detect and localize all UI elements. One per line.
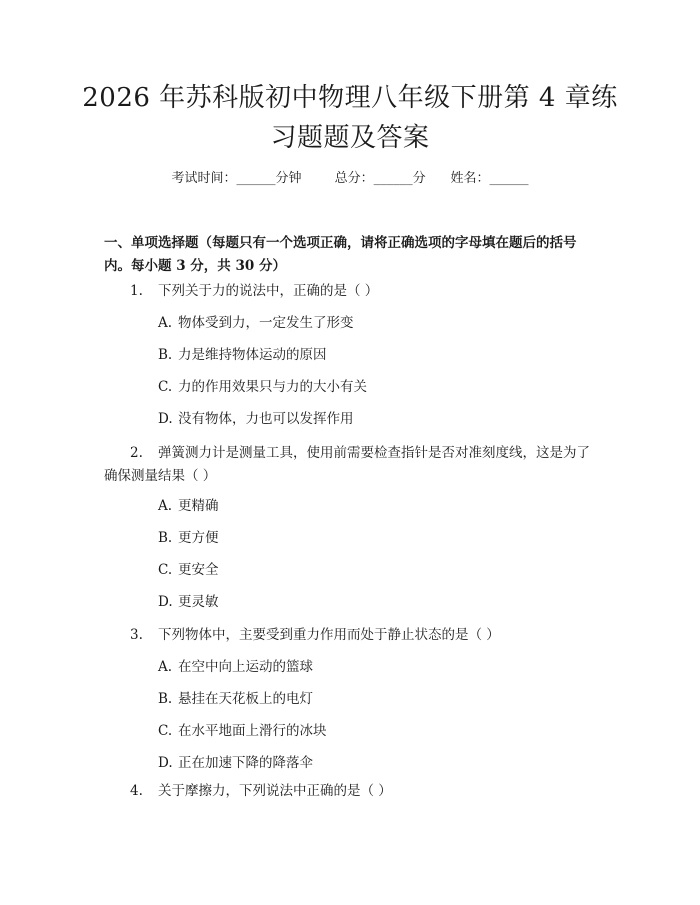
question-1-option-a [158, 314, 354, 332]
option-text: 力是维持物体运动的原因 [178, 347, 327, 363]
question-number: 1. [130, 283, 143, 299]
question-2-option-c [158, 561, 219, 579]
option-text: 更精确 [178, 498, 219, 514]
question-text: 关于摩擦力，下列说法中正确的是（ ） [158, 783, 392, 799]
option-text: 物体受到力，一定发生了形变 [178, 315, 354, 331]
question-2-option-d [158, 593, 219, 611]
total-score-label: 总分：______分 [334, 171, 426, 186]
question-1 [104, 280, 604, 303]
option-text: 在空中向上运动的篮球 [178, 659, 313, 675]
option-text: 更灵敏 [178, 594, 219, 610]
option-letter: D. [158, 411, 173, 427]
option-letter: C. [158, 379, 173, 395]
option-letter: C. [158, 562, 173, 578]
question-3-option-b [158, 690, 313, 708]
question-1-option-c [158, 378, 367, 396]
option-letter: C. [158, 723, 173, 739]
question-3-option-a [158, 658, 313, 676]
option-letter: D. [158, 755, 173, 771]
question-text: 下列关于力的说法中，正确的是（ ） [158, 283, 379, 299]
title-line-2: 习题题及答案 [270, 123, 430, 153]
exam-meta [0, 170, 700, 188]
option-text: 正在加速下降的降落伞 [178, 755, 313, 771]
question-2-option-b [158, 529, 219, 547]
question-3-option-c [158, 722, 327, 740]
option-text: 悬挂在天花板上的电灯 [178, 691, 313, 707]
option-text: 更安全 [178, 562, 219, 578]
option-letter: A. [158, 315, 173, 331]
option-letter: A. [158, 659, 173, 675]
question-3 [104, 624, 604, 647]
option-letter: B. [158, 347, 173, 363]
section-heading-line-1: 一、单项选择题（每题只有一个选项正确，请将正确选项的字母填在题后的括号 [104, 235, 577, 251]
question-1-option-d [158, 410, 354, 428]
question-text: 下列物体中，主要受到重力作用而处于静止状态的是（ ） [158, 627, 500, 643]
option-letter: A. [158, 498, 173, 514]
title-line-1: 2026 年苏科版初中物理八年级下册第 4 章练 [82, 83, 618, 113]
name-label: 姓名：______ [450, 171, 529, 186]
question-number: 3. [130, 627, 143, 643]
option-text: 在水平地面上滑行的冰块 [178, 723, 327, 739]
section-heading-line-2: 内。每小题 3 分，共 30 分） [104, 258, 286, 274]
question-1-option-b [158, 346, 327, 364]
option-letter: B. [158, 691, 173, 707]
option-letter: D. [158, 594, 173, 610]
option-text: 没有物体，力也可以发挥作用 [178, 411, 354, 427]
option-text: 更方便 [178, 530, 219, 546]
question-text-line-2: 确保测量结果（ ） [104, 468, 217, 484]
section-heading [104, 232, 604, 278]
question-2 [104, 442, 604, 488]
question-number: 2. [130, 445, 143, 461]
question-3-option-d [158, 754, 313, 772]
question-4 [104, 780, 604, 803]
question-2-option-a [158, 497, 219, 515]
option-letter: B. [158, 530, 173, 546]
option-text: 力的作用效果只与力的大小有关 [178, 379, 367, 395]
document-title [0, 78, 700, 158]
question-text-line-1: 弹簧测力计是测量工具，使用前需要检查指针是否对准刻度线，这是为了 [158, 445, 590, 461]
question-number: 4. [130, 783, 143, 799]
exam-time-label: 考试时间：______分钟 [171, 171, 302, 186]
